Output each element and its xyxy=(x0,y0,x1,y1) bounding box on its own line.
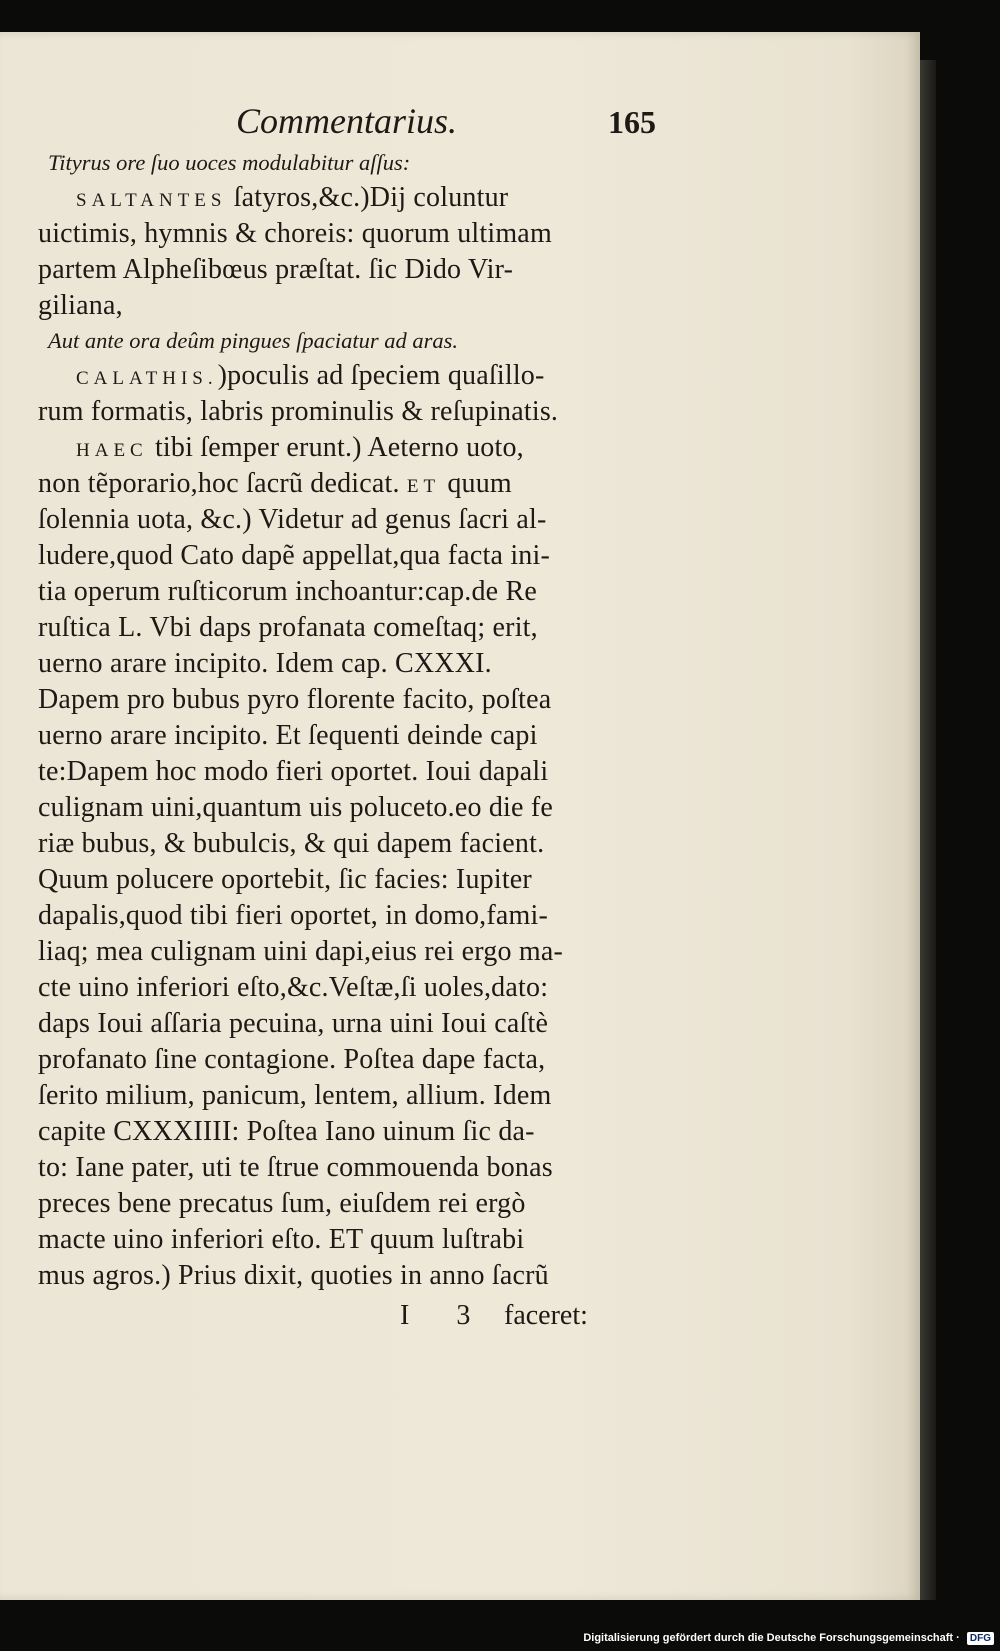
running-header xyxy=(38,100,678,146)
text-line: partem Alpheſibœus præſtat. ſic Dido Vir- xyxy=(38,254,514,285)
text-line: profanato ſine contagione. Poſtea dape facta, xyxy=(38,1044,546,1075)
page-foot xyxy=(38,1294,678,1334)
digitization-credit xyxy=(583,1632,994,1645)
text-line: te:Dapem hoc modo fieri oportet. Ioui dapali xyxy=(38,756,549,787)
text-line xyxy=(38,358,678,394)
text-line: liaq; mea culignam uini dapi,eius rei ergo ma- xyxy=(38,936,563,967)
verse-quote: Tityrus ore ſuo uoces modulabitur aſſus: xyxy=(48,150,411,175)
text-line: dapalis,quod tibi fieri oportet, in domo,fami- xyxy=(38,900,548,931)
page-text xyxy=(38,100,678,1334)
text-span: )poculis ad ſpeciem quaſillo- xyxy=(217,360,545,391)
running-title: Commentarius. xyxy=(236,101,458,141)
text-line: to: Iane pater, uti te ſtrue commouenda bonas xyxy=(38,1152,553,1183)
text-line: ludere,quod Cato dapẽ appellat,qua facta ini- xyxy=(38,540,551,571)
text-span: quum xyxy=(447,468,512,499)
text-line: rum formatis, labris prominulis & reſupinatis. xyxy=(38,396,559,427)
text-line xyxy=(38,430,678,466)
text-line: tia operum ruſticorum inchoantur:cap.de Re xyxy=(38,576,538,607)
text-line: ſerito milium, panicum, lentem, allium. Idem xyxy=(38,1080,552,1111)
text-line: uerno arare incipito. Idem cap. CXXXI. xyxy=(38,648,492,679)
text-line xyxy=(38,180,678,216)
text-line: uictimis, hymnis & choreis: quorum ultimam xyxy=(38,218,552,249)
page-number: 165 xyxy=(608,104,656,140)
text-line: giliana, xyxy=(38,290,123,321)
text-line: macte uino inferiori eſto. ET quum luſtrabi xyxy=(38,1224,525,1255)
text-line: mus agros.) Prius dixit, quoties in anno ſacrũ xyxy=(38,1260,549,1291)
text-span: ſatyros,&c.)Dij coluntur xyxy=(233,182,509,213)
lemma: SALTANTES xyxy=(76,190,227,211)
text-line: Dapem pro bubus pyro florente facito, poſtea xyxy=(38,684,552,715)
text-span: non tẽporario,hoc ſacrũ dedicat. xyxy=(38,468,400,499)
text-line: ruſtica L. Vbi daps profanata comeſtaq; erit, xyxy=(38,612,538,643)
credit-text: Digitalisierung gefördert durch die Deutsche Forschungsgemeinschaft · xyxy=(583,1632,960,1644)
lemma: HAEC xyxy=(76,440,148,461)
text-line: cte uino inferiori eſto,&c.Veſtæ,ſi uoles,dato: xyxy=(38,972,549,1003)
text-line: uerno arare incipito. Et ſequenti deinde capi xyxy=(38,720,538,751)
lemma: CALATHIS. xyxy=(76,368,218,389)
signature-mark: I 3 xyxy=(400,1300,491,1331)
text-line: riæ bubus, & bubulcis, & qui dapem facient. xyxy=(38,828,545,859)
dfg-logo: DFG xyxy=(967,1632,994,1645)
catchword: faceret: xyxy=(504,1300,588,1331)
verse-quote: Aut ante ora deûm pingues ſpaciatur ad aras. xyxy=(48,328,458,353)
text-line: daps Ioui aſſaria pecuina, urna uini Ioui caſtè xyxy=(38,1008,549,1039)
text-line: capite CXXXIIII: Poſtea Iano uinum ſic da- xyxy=(38,1116,535,1147)
text-span: tibi ſemper erunt.) Aeterno uoto, xyxy=(154,432,524,463)
lemma: ET xyxy=(406,476,441,497)
text-line: culignam uini,quantum uis poluceto.eo die fe xyxy=(38,792,554,823)
text-line xyxy=(38,466,678,502)
text-line: preces bene precatus ſum, eiuſdem rei ergò xyxy=(38,1188,526,1219)
text-line: Quum polucere oportebit, ſic facies: Iupiter xyxy=(38,864,532,895)
text-line: ſolennia uota, &c.) Videtur ad genus ſacri al- xyxy=(38,504,547,535)
page-edge xyxy=(920,60,936,1600)
